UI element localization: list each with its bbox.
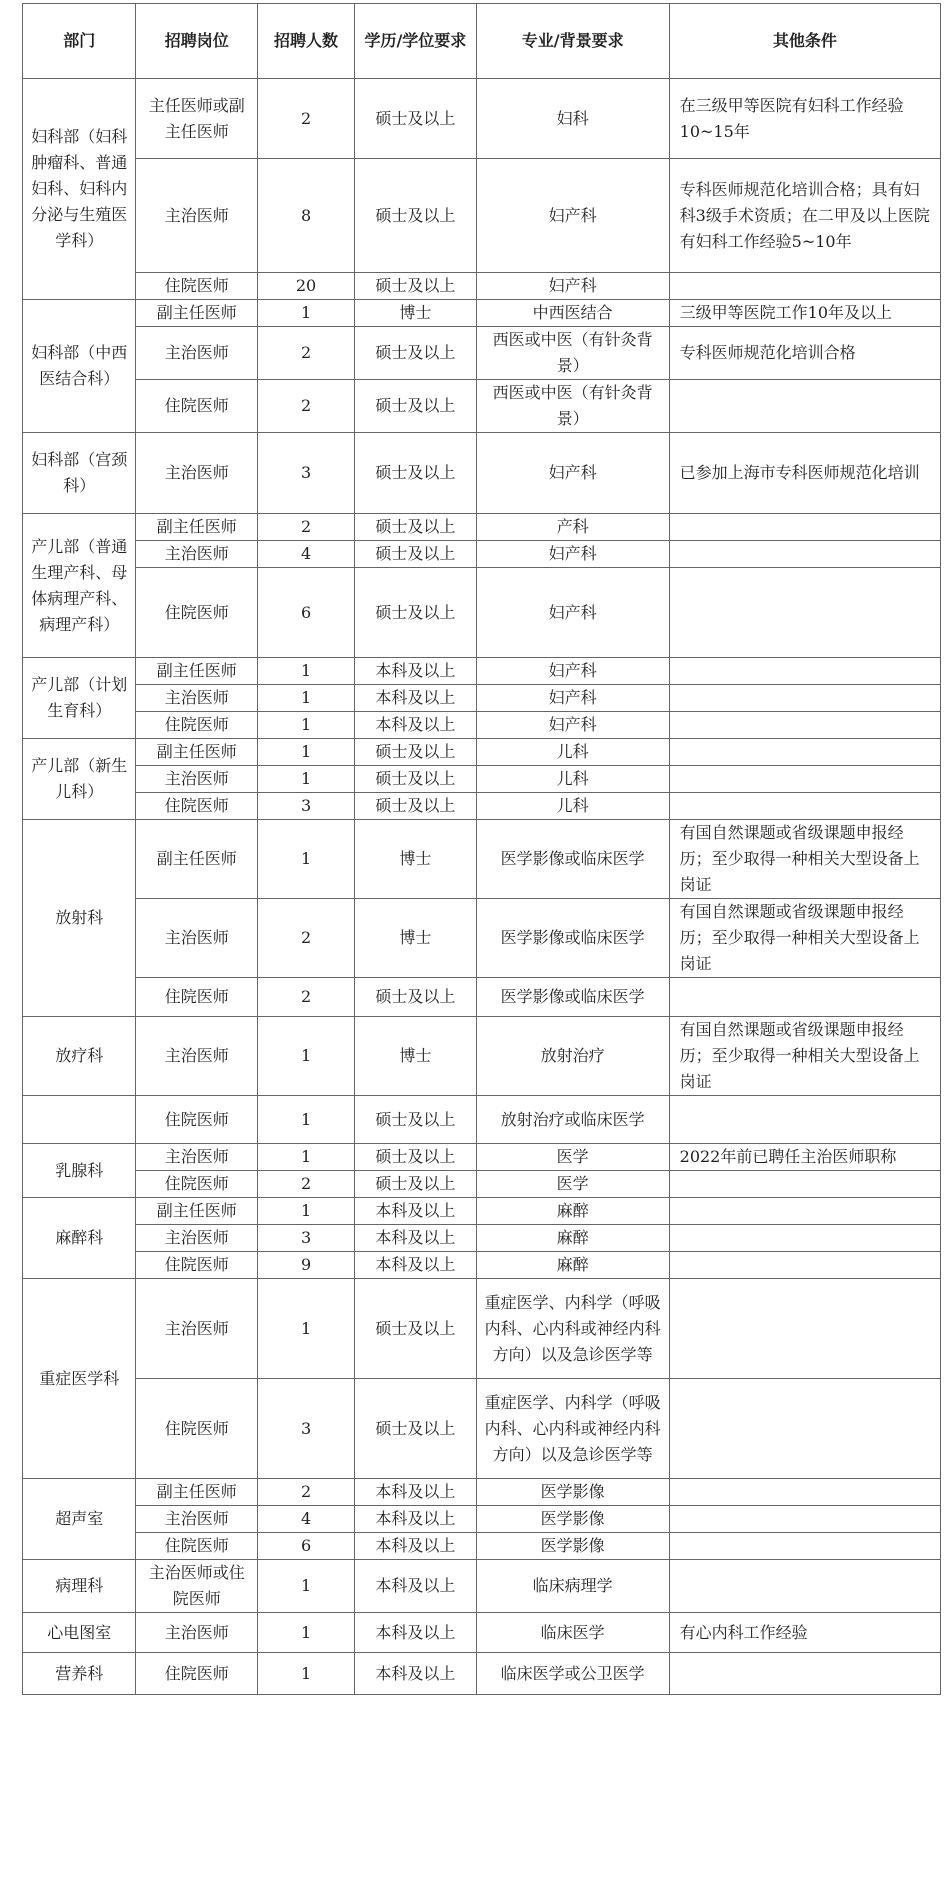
major-cell: 妇产科 <box>476 658 669 685</box>
education-cell: 硕士及以上 <box>355 514 477 541</box>
count-cell: 1 <box>258 1017 355 1096</box>
table-row <box>23 978 941 1017</box>
count-cell: 1 <box>258 766 355 793</box>
count-cell: 4 <box>258 1506 355 1533</box>
position-cell: 主治医师 <box>136 1506 258 1533</box>
other-cell <box>669 766 940 793</box>
department-cell: 超声室 <box>23 1479 136 1560</box>
table-row <box>23 433 941 514</box>
position-cell: 住院医师 <box>136 1379 258 1479</box>
position-cell: 住院医师 <box>136 1533 258 1560</box>
table-row <box>23 1479 941 1506</box>
position-cell: 住院医师 <box>136 1252 258 1279</box>
other-cell: 有国自然课题或省级课题申报经历；至少取得一种相关大型设备上岗证 <box>669 1017 940 1096</box>
table-row <box>23 766 941 793</box>
other-cell <box>669 1653 940 1695</box>
department-cell: 乳腺科 <box>23 1144 136 1198</box>
major-cell: 临床医学 <box>476 1613 669 1653</box>
count-cell: 1 <box>258 658 355 685</box>
other-cell <box>669 658 940 685</box>
major-cell: 妇产科 <box>476 712 669 739</box>
major-cell: 妇产科 <box>476 273 669 300</box>
position-cell: 主治医师 <box>136 1613 258 1653</box>
position-cell: 住院医师 <box>136 1171 258 1198</box>
position-cell: 副主任医师 <box>136 739 258 766</box>
major-cell: 医学影像或临床医学 <box>476 820 669 899</box>
major-cell: 妇产科 <box>476 685 669 712</box>
table-row <box>23 793 941 820</box>
other-cell: 三级甲等医院工作10年及以上 <box>669 300 940 327</box>
department-cell <box>23 1096 136 1144</box>
count-cell: 1 <box>258 1613 355 1653</box>
count-cell: 20 <box>258 273 355 300</box>
position-cell: 住院医师 <box>136 568 258 658</box>
table-row <box>23 568 941 658</box>
table-row <box>23 380 941 433</box>
other-cell <box>669 514 940 541</box>
major-cell: 医学影像或临床医学 <box>476 899 669 978</box>
education-cell: 本科及以上 <box>355 1533 477 1560</box>
department-cell: 产儿部（普通生理产科、母体病理产科、病理产科） <box>23 514 136 658</box>
table-row <box>23 1198 941 1225</box>
table-row <box>23 514 941 541</box>
table-row <box>23 1613 941 1653</box>
table-row <box>23 1144 941 1171</box>
count-cell: 2 <box>258 380 355 433</box>
count-cell: 2 <box>258 1171 355 1198</box>
major-cell: 医学影像 <box>476 1506 669 1533</box>
count-cell: 3 <box>258 793 355 820</box>
table-row <box>23 541 941 568</box>
department-cell: 心电图室 <box>23 1613 136 1653</box>
table-row <box>23 712 941 739</box>
education-cell: 本科及以上 <box>355 1198 477 1225</box>
education-cell: 硕士及以上 <box>355 1279 477 1379</box>
header-row <box>23 4 941 79</box>
other-cell <box>669 739 940 766</box>
department-cell: 麻醉科 <box>23 1198 136 1279</box>
count-cell: 2 <box>258 1479 355 1506</box>
major-cell: 西医或中医（有针灸背景） <box>476 327 669 380</box>
count-cell: 2 <box>258 514 355 541</box>
major-cell: 西医或中医（有针灸背景） <box>476 380 669 433</box>
table-row <box>23 820 941 899</box>
position-cell: 主治医师 <box>136 159 258 273</box>
major-cell: 妇产科 <box>476 159 669 273</box>
education-cell: 博士 <box>355 820 477 899</box>
count-cell: 2 <box>258 327 355 380</box>
department-cell: 营养科 <box>23 1653 136 1695</box>
position-cell: 住院医师 <box>136 380 258 433</box>
education-cell: 硕士及以上 <box>355 433 477 514</box>
count-cell: 1 <box>258 1144 355 1171</box>
position-cell: 住院医师 <box>136 1096 258 1144</box>
count-cell: 1 <box>258 820 355 899</box>
major-cell: 医学 <box>476 1171 669 1198</box>
other-cell <box>669 380 940 433</box>
other-cell <box>669 793 940 820</box>
department-cell: 产儿部（新生儿科） <box>23 739 136 820</box>
education-cell: 硕士及以上 <box>355 793 477 820</box>
education-cell: 硕士及以上 <box>355 568 477 658</box>
other-cell: 2022年前已聘任主治医师职称 <box>669 1144 940 1171</box>
education-cell: 硕士及以上 <box>355 1096 477 1144</box>
education-cell: 硕士及以上 <box>355 766 477 793</box>
table-row <box>23 1653 941 1695</box>
major-cell: 妇科 <box>476 79 669 159</box>
other-cell <box>669 1479 940 1506</box>
major-cell: 妇产科 <box>476 433 669 514</box>
other-cell <box>669 1171 940 1198</box>
count-cell: 1 <box>258 1560 355 1613</box>
other-cell: 有国自然课题或省级课题申报经历；至少取得一种相关大型设备上岗证 <box>669 820 940 899</box>
table-row <box>23 739 941 766</box>
position-cell: 副主任医师 <box>136 1198 258 1225</box>
education-cell: 硕士及以上 <box>355 159 477 273</box>
table-row <box>23 1252 941 1279</box>
education-cell: 本科及以上 <box>355 1560 477 1613</box>
major-cell: 放射治疗或临床医学 <box>476 1096 669 1144</box>
table-row <box>23 327 941 380</box>
table-row <box>23 1560 941 1613</box>
count-cell: 4 <box>258 541 355 568</box>
table-row <box>23 685 941 712</box>
major-cell: 儿科 <box>476 793 669 820</box>
position-cell: 副主任医师 <box>136 514 258 541</box>
recruitment-table <box>22 3 941 1695</box>
department-cell: 产儿部（计划生育科） <box>23 658 136 739</box>
count-cell: 1 <box>258 739 355 766</box>
education-cell: 本科及以上 <box>355 1653 477 1695</box>
major-cell: 医学影像 <box>476 1479 669 1506</box>
header-position: 招聘岗位 <box>136 4 258 79</box>
department-cell: 放射科 <box>23 820 136 1017</box>
education-cell: 本科及以上 <box>355 658 477 685</box>
education-cell: 硕士及以上 <box>355 739 477 766</box>
education-cell: 硕士及以上 <box>355 978 477 1017</box>
count-cell: 1 <box>258 1096 355 1144</box>
other-cell <box>669 1252 940 1279</box>
other-cell <box>669 1279 940 1379</box>
table-row <box>23 273 941 300</box>
count-cell: 1 <box>258 685 355 712</box>
position-cell: 住院医师 <box>136 793 258 820</box>
other-cell: 在三级甲等医院有妇科工作经验10~15年 <box>669 79 940 159</box>
table-row <box>23 1533 941 1560</box>
count-cell: 8 <box>258 159 355 273</box>
table-row <box>23 300 941 327</box>
other-cell <box>669 1379 940 1479</box>
education-cell: 本科及以上 <box>355 1506 477 1533</box>
education-cell: 本科及以上 <box>355 1225 477 1252</box>
position-cell: 副主任医师 <box>136 820 258 899</box>
major-cell: 临床病理学 <box>476 1560 669 1613</box>
other-cell <box>669 568 940 658</box>
department-cell: 妇科部（宫颈科） <box>23 433 136 514</box>
education-cell: 硕士及以上 <box>355 1379 477 1479</box>
major-cell: 放射治疗 <box>476 1017 669 1096</box>
position-cell: 主治医师 <box>136 1225 258 1252</box>
other-cell <box>669 273 940 300</box>
education-cell: 本科及以上 <box>355 712 477 739</box>
other-cell <box>669 1198 940 1225</box>
education-cell: 硕士及以上 <box>355 273 477 300</box>
major-cell: 医学影像 <box>476 1533 669 1560</box>
other-cell <box>669 712 940 739</box>
position-cell: 主治医师 <box>136 1017 258 1096</box>
education-cell: 硕士及以上 <box>355 380 477 433</box>
other-cell <box>669 1225 940 1252</box>
other-cell: 有国自然课题或省级课题申报经历；至少取得一种相关大型设备上岗证 <box>669 899 940 978</box>
position-cell: 主治医师或住院医师 <box>136 1560 258 1613</box>
count-cell: 2 <box>258 899 355 978</box>
position-cell: 主任医师或副主任医师 <box>136 79 258 159</box>
count-cell: 1 <box>258 712 355 739</box>
position-cell: 副主任医师 <box>136 300 258 327</box>
major-cell: 重症医学、内科学（呼吸内科、心内科或神经内科方向）以及急诊医学等 <box>476 1279 669 1379</box>
education-cell: 本科及以上 <box>355 1613 477 1653</box>
department-cell: 病理科 <box>23 1560 136 1613</box>
position-cell: 住院医师 <box>136 712 258 739</box>
table-row <box>23 899 941 978</box>
table-row <box>23 1096 941 1144</box>
count-cell: 1 <box>258 300 355 327</box>
header-education: 学历/学位要求 <box>355 4 477 79</box>
position-cell: 副主任医师 <box>136 1479 258 1506</box>
table-row <box>23 1379 941 1479</box>
count-cell: 1 <box>258 1279 355 1379</box>
major-cell: 儿科 <box>476 766 669 793</box>
major-cell: 麻醉 <box>476 1198 669 1225</box>
count-cell: 3 <box>258 1225 355 1252</box>
position-cell: 主治医师 <box>136 327 258 380</box>
major-cell: 麻醉 <box>476 1252 669 1279</box>
major-cell: 医学影像或临床医学 <box>476 978 669 1017</box>
count-cell: 3 <box>258 1379 355 1479</box>
other-cell <box>669 1560 940 1613</box>
position-cell: 主治医师 <box>136 433 258 514</box>
other-cell: 专科医师规范化培训合格 <box>669 327 940 380</box>
position-cell: 住院医师 <box>136 273 258 300</box>
other-cell: 专科医师规范化培训合格；具有妇科3级手术资质；在二甲及以上医院有妇科工作经验5~10年 <box>669 159 940 273</box>
position-cell: 主治医师 <box>136 899 258 978</box>
major-cell: 重症医学、内科学（呼吸内科、心内科或神经内科方向）以及急诊医学等 <box>476 1379 669 1479</box>
major-cell: 妇产科 <box>476 541 669 568</box>
table-row <box>23 658 941 685</box>
education-cell: 硕士及以上 <box>355 541 477 568</box>
major-cell: 儿科 <box>476 739 669 766</box>
header-other: 其他条件 <box>669 4 940 79</box>
education-cell: 本科及以上 <box>355 1479 477 1506</box>
table-row <box>23 79 941 159</box>
education-cell: 硕士及以上 <box>355 1144 477 1171</box>
table-row <box>23 1171 941 1198</box>
table-row <box>23 1506 941 1533</box>
major-cell: 妇产科 <box>476 568 669 658</box>
major-cell: 产科 <box>476 514 669 541</box>
table-row <box>23 1017 941 1096</box>
education-cell: 硕士及以上 <box>355 1171 477 1198</box>
other-cell <box>669 1533 940 1560</box>
count-cell: 2 <box>258 978 355 1017</box>
count-cell: 2 <box>258 79 355 159</box>
other-cell <box>669 685 940 712</box>
department-cell: 放疗科 <box>23 1017 136 1096</box>
position-cell: 主治医师 <box>136 766 258 793</box>
count-cell: 6 <box>258 1533 355 1560</box>
other-cell: 已参加上海市专科医师规范化培训 <box>669 433 940 514</box>
education-cell: 本科及以上 <box>355 685 477 712</box>
table-row <box>23 159 941 273</box>
other-cell <box>669 1096 940 1144</box>
department-cell: 重症医学科 <box>23 1279 136 1479</box>
department-cell: 妇科部（妇科肿瘤科、普通妇科、妇科内分泌与生殖医学科） <box>23 79 136 300</box>
position-cell: 副主任医师 <box>136 658 258 685</box>
count-cell: 1 <box>258 1653 355 1695</box>
table-row <box>23 1279 941 1379</box>
major-cell: 麻醉 <box>476 1225 669 1252</box>
other-cell <box>669 1506 940 1533</box>
position-cell: 主治医师 <box>136 685 258 712</box>
table-body <box>23 79 941 1695</box>
other-cell <box>669 541 940 568</box>
education-cell: 硕士及以上 <box>355 327 477 380</box>
major-cell: 临床医学或公卫医学 <box>476 1653 669 1695</box>
table-row <box>23 1225 941 1252</box>
count-cell: 3 <box>258 433 355 514</box>
count-cell: 1 <box>258 1198 355 1225</box>
position-cell: 住院医师 <box>136 978 258 1017</box>
count-cell: 6 <box>258 568 355 658</box>
education-cell: 本科及以上 <box>355 1252 477 1279</box>
count-cell: 9 <box>258 1252 355 1279</box>
education-cell: 博士 <box>355 300 477 327</box>
position-cell: 住院医师 <box>136 1653 258 1695</box>
major-cell: 医学 <box>476 1144 669 1171</box>
education-cell: 博士 <box>355 1017 477 1096</box>
education-cell: 博士 <box>355 899 477 978</box>
other-cell: 有心内科工作经验 <box>669 1613 940 1653</box>
header-department: 部门 <box>23 4 136 79</box>
department-cell: 妇科部（中西医结合科） <box>23 300 136 433</box>
header-count: 招聘人数 <box>258 4 355 79</box>
header-major: 专业/背景要求 <box>476 4 669 79</box>
position-cell: 主治医师 <box>136 541 258 568</box>
position-cell: 主治医师 <box>136 1144 258 1171</box>
major-cell: 中西医结合 <box>476 300 669 327</box>
education-cell: 硕士及以上 <box>355 79 477 159</box>
other-cell <box>669 978 940 1017</box>
position-cell: 主治医师 <box>136 1279 258 1379</box>
